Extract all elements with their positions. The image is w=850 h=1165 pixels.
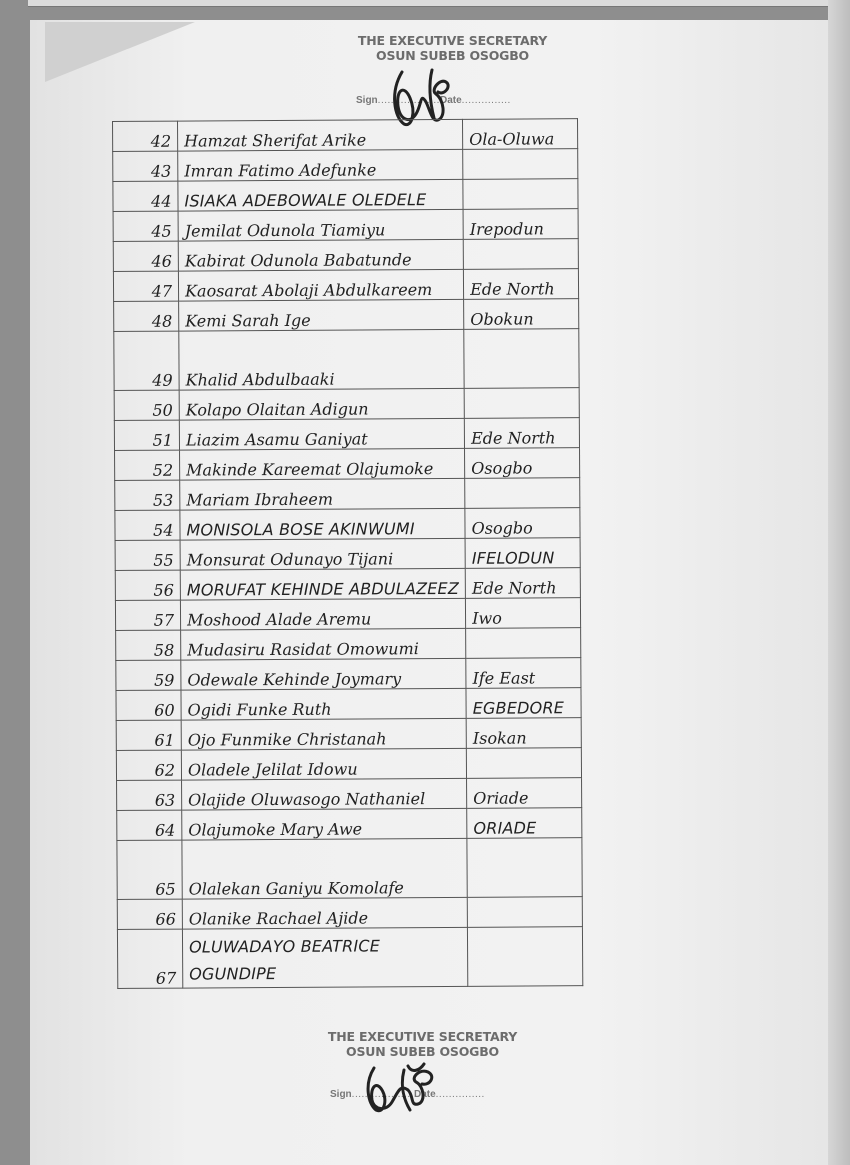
stamp-bottom [315, 1029, 530, 1059]
stamp-subtitle: OSUN SUBEB OSOGBO [376, 48, 529, 63]
table-row [114, 329, 579, 391]
row-lga [463, 239, 578, 270]
stamp-top [345, 33, 560, 63]
sign-label: Sign [356, 95, 378, 106]
table-row [115, 538, 580, 571]
row-number: 62 [116, 750, 181, 780]
row-lga [463, 179, 578, 210]
table-row [113, 239, 578, 272]
row-lga: Ede North [465, 568, 580, 599]
row-name: ISIAKA ADEBOWALE OLEDELE [178, 179, 463, 211]
row-number: 44 [113, 181, 178, 211]
row-name: Olajide Oluwasogo Nathaniel [182, 778, 467, 810]
row-lga: ORIADE [467, 808, 582, 839]
row-name: Makinde Kareemat Olajumoke [180, 448, 465, 480]
table-row [113, 119, 578, 152]
row-lga [467, 897, 582, 928]
row-number: 47 [113, 271, 178, 301]
row-lga: Osogbo [465, 448, 580, 479]
row-name: Kemi Sarah Ige [179, 299, 464, 331]
table-row [116, 688, 581, 721]
row-number: 66 [117, 899, 182, 929]
table-row [114, 299, 579, 332]
table-row [113, 209, 578, 242]
table-row [117, 778, 582, 811]
row-name: Hamzat Sherifat Arike [178, 119, 463, 151]
row-name: Monsurat Odunayo Tijani [180, 538, 465, 570]
row-name: Mariam Ibraheem [180, 478, 465, 510]
screen-edge [828, 0, 850, 1165]
roster-table [112, 118, 583, 989]
row-name: MORUFAT KEHINDE ABDULAZEEZ [180, 568, 465, 600]
stamp-top-sign-row: Sign...................Date............... [356, 95, 511, 106]
table-row [117, 927, 582, 989]
row-number: 65 [117, 840, 182, 899]
row-name: Olanike Rachael Ajide [182, 897, 467, 929]
stamp-subtitle: OSUN SUBEB OSOGBO [346, 1044, 499, 1059]
table-row [115, 448, 580, 481]
row-number: 56 [115, 570, 180, 600]
row-lga: EGBEDORE [466, 688, 581, 719]
row-lga: Osogbo [465, 508, 580, 539]
stamp-title: THE EXECUTIVE SECRETARY [327, 1029, 518, 1044]
row-name: Imran Fatimo Adefunke [178, 149, 463, 181]
row-lga: Oriade [467, 778, 582, 809]
row-name: Kabirat Odunola Babatunde [178, 239, 463, 271]
row-name [182, 927, 467, 988]
table-row [117, 808, 582, 841]
row-lga [466, 628, 581, 659]
row-name: Liazim Asamu Ganiyat [179, 418, 464, 450]
row-lga [468, 927, 583, 987]
row-number: 58 [116, 630, 181, 660]
previous-page-edge [28, 0, 828, 7]
table-row [117, 838, 582, 900]
table-row [115, 568, 580, 601]
row-lga: Ola-Oluwa [463, 119, 578, 150]
row-number: 54 [115, 510, 180, 540]
row-number: 63 [117, 780, 182, 810]
row-name: Kaosarat Abolaji Abdulkareem [178, 269, 463, 301]
row-name-line1: OLUWADAYO BEATRICE [188, 936, 381, 957]
row-number: 64 [117, 810, 182, 840]
table-row [115, 478, 580, 511]
table-row [115, 598, 580, 631]
table-row [113, 149, 578, 182]
row-number: 42 [113, 121, 178, 151]
row-number: 60 [116, 690, 181, 720]
row-number: 49 [114, 331, 179, 390]
row-number: 61 [116, 720, 181, 750]
row-number: 43 [113, 151, 178, 181]
row-lga: Irepodun [463, 209, 578, 240]
sign-label: Sign [330, 1089, 352, 1100]
row-name: Ogidi Funke Ruth [181, 688, 466, 720]
row-number: 52 [115, 450, 180, 480]
row-name: Olalekan Ganiyu Komolafe [182, 838, 467, 899]
row-lga: Obokun [464, 299, 579, 330]
table-row [116, 628, 581, 661]
row-lga [467, 838, 582, 898]
row-number: 46 [113, 241, 178, 271]
table-row [113, 269, 578, 302]
row-name: MONISOLA BOSE AKINWUMI [180, 508, 465, 540]
table-row [114, 388, 579, 421]
row-name: Kolapo Olaitan Adigun [179, 388, 464, 420]
row-lga [464, 329, 579, 389]
table-row [114, 418, 579, 451]
table-row [116, 748, 581, 781]
row-number: 55 [115, 540, 180, 570]
row-name: Moshood Alade Aremu [180, 598, 465, 630]
row-name: Olajumoke Mary Awe [182, 808, 467, 840]
row-number: 50 [114, 390, 179, 420]
row-name: Khalid Abdulbaaki [179, 329, 464, 390]
row-name: Mudasiru Rasidat Omowumi [181, 628, 466, 660]
row-lga [466, 748, 581, 779]
table-row [116, 658, 581, 691]
row-number: 67 [117, 929, 182, 988]
row-number: 53 [115, 480, 180, 510]
row-lga: IFELODUN [465, 538, 580, 569]
row-name: Ojo Funmike Christanah [181, 718, 466, 750]
row-lga: Ede North [464, 269, 579, 300]
row-lga: Ede North [464, 418, 579, 449]
row-name-line2: OGUNDIPE [189, 964, 277, 984]
stamp-bottom-sign-row: Sign...................Date............... [330, 1089, 485, 1100]
row-lga: Iwo [466, 598, 581, 629]
row-lga: Isokan [466, 718, 581, 749]
row-name: Jemilat Odunola Tiamiyu [178, 209, 463, 241]
row-number: 57 [115, 600, 180, 630]
row-name: Odewale Kehinde Joymary [181, 658, 466, 690]
page-fold-shadow [45, 22, 195, 82]
table-row [115, 508, 580, 541]
row-number: 59 [116, 660, 181, 690]
row-number: 45 [113, 211, 178, 241]
row-lga [463, 149, 578, 180]
table-row [113, 179, 578, 212]
row-name: Oladele Jelilat Idowu [181, 748, 466, 780]
row-lga [464, 388, 579, 419]
signature-bottom [360, 1060, 450, 1115]
row-number: 51 [114, 420, 179, 450]
row-lga: Ife East [466, 658, 581, 689]
row-lga [465, 478, 580, 509]
table-row [117, 897, 582, 930]
table-row [116, 718, 581, 751]
stamp-title: THE EXECUTIVE SECRETARY [357, 33, 548, 48]
date-label: Date [413, 1089, 436, 1100]
date-label: Date [439, 95, 462, 106]
row-number: 48 [114, 301, 179, 331]
